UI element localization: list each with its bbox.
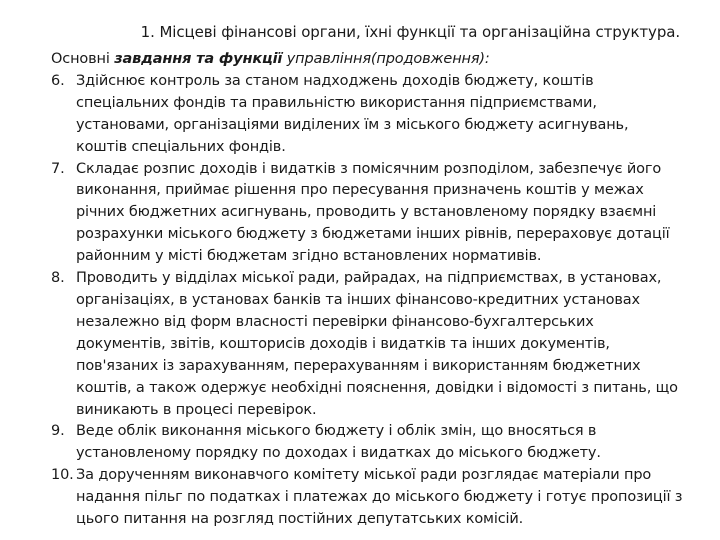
list-item-text: коштів спеціальних фондів. — [76, 138, 286, 155]
list-item-text: коштів, а також одержує необхідні пояснення, довідки і відомості з питань, що — [76, 379, 678, 396]
list-item — [51, 268, 701, 421]
list-item-text: виникають в процесі перевірок. — [76, 401, 317, 418]
list-item — [51, 465, 701, 531]
list-item-number: 8. — [51, 270, 65, 287]
list-item-text: Веде облік виконання міського бюджету і облік змін, що вносяться в — [76, 423, 597, 440]
list-item — [51, 159, 701, 269]
list-item-text: спеціальних фондів та правильністю використання підприємствами, — [76, 94, 597, 111]
list-item-text: Здійснює контроль за станом надходжень доходів бюджету, коштів — [76, 72, 594, 89]
list-item-text: надання пільг по податках і платежах до міського бюджету і готує пропозиції з — [76, 489, 683, 506]
section-heading-prefix: Основні — [51, 51, 115, 67]
list-item-text: За дорученням виконавчого комітету міської ради розглядає матеріали про — [76, 467, 652, 484]
list-item — [51, 421, 701, 465]
list-item-number: 9. — [51, 423, 65, 440]
tasks-list — [51, 71, 701, 531]
list-item-text: виконання, приймає рішення про пересування призначень коштів у межах — [76, 182, 644, 199]
list-item-text: районним у місті бюджетам згідно встановлених нормативів. — [76, 248, 542, 265]
list-item-text: організаціях, в установах банків та інших фінансово-кредитних установах — [76, 291, 640, 308]
list-item-text: цього питання на розгляд постійних депутатських комісій. — [76, 511, 524, 528]
slide-title: 1. Місцеві фінансові органи, їхні функції та організаційна структура. — [140, 23, 680, 41]
list-item-text: установленому порядку по доходах і видатках до міського бюджету. — [76, 445, 601, 462]
list-item-text: установами, організаціями виділених їм з міського бюджету асигнувань, — [76, 116, 629, 133]
list-item-number: 7. — [51, 160, 65, 177]
section-heading-italic: управління(продовження): — [282, 51, 490, 67]
list-item-text: незалежно від форм власності перевірки фінансово-бухгалтерських — [76, 313, 594, 330]
section-heading-emphasis: завдання та функції — [114, 51, 283, 67]
list-item-text: Складає розпис доходів і видатків з помісячним розподілом, забезпечує його — [76, 160, 662, 177]
list-item-text: Проводить у відділах міської ради, райрадах, на підприємствах, в установах, — [76, 270, 662, 287]
section-heading — [51, 49, 701, 71]
list-item — [51, 71, 701, 159]
list-item-text: пов'язаних із зарахуванням, перерахуванням і використанням бюджетних — [76, 357, 641, 374]
list-item-number: 6. — [51, 72, 65, 89]
list-item-text: документів, звітів, кошторисів доходів і видатків та інших документів, — [76, 335, 610, 352]
list-item-text: розрахунки міського бюджету з бюджетами інших рівнів, перераховує дотації — [76, 226, 670, 243]
list-item-number: 10. — [51, 467, 74, 484]
list-item-text: річних бюджетних асигнувань, проводить у встановленому порядку взаємні — [76, 204, 657, 221]
slide-content — [51, 49, 701, 531]
